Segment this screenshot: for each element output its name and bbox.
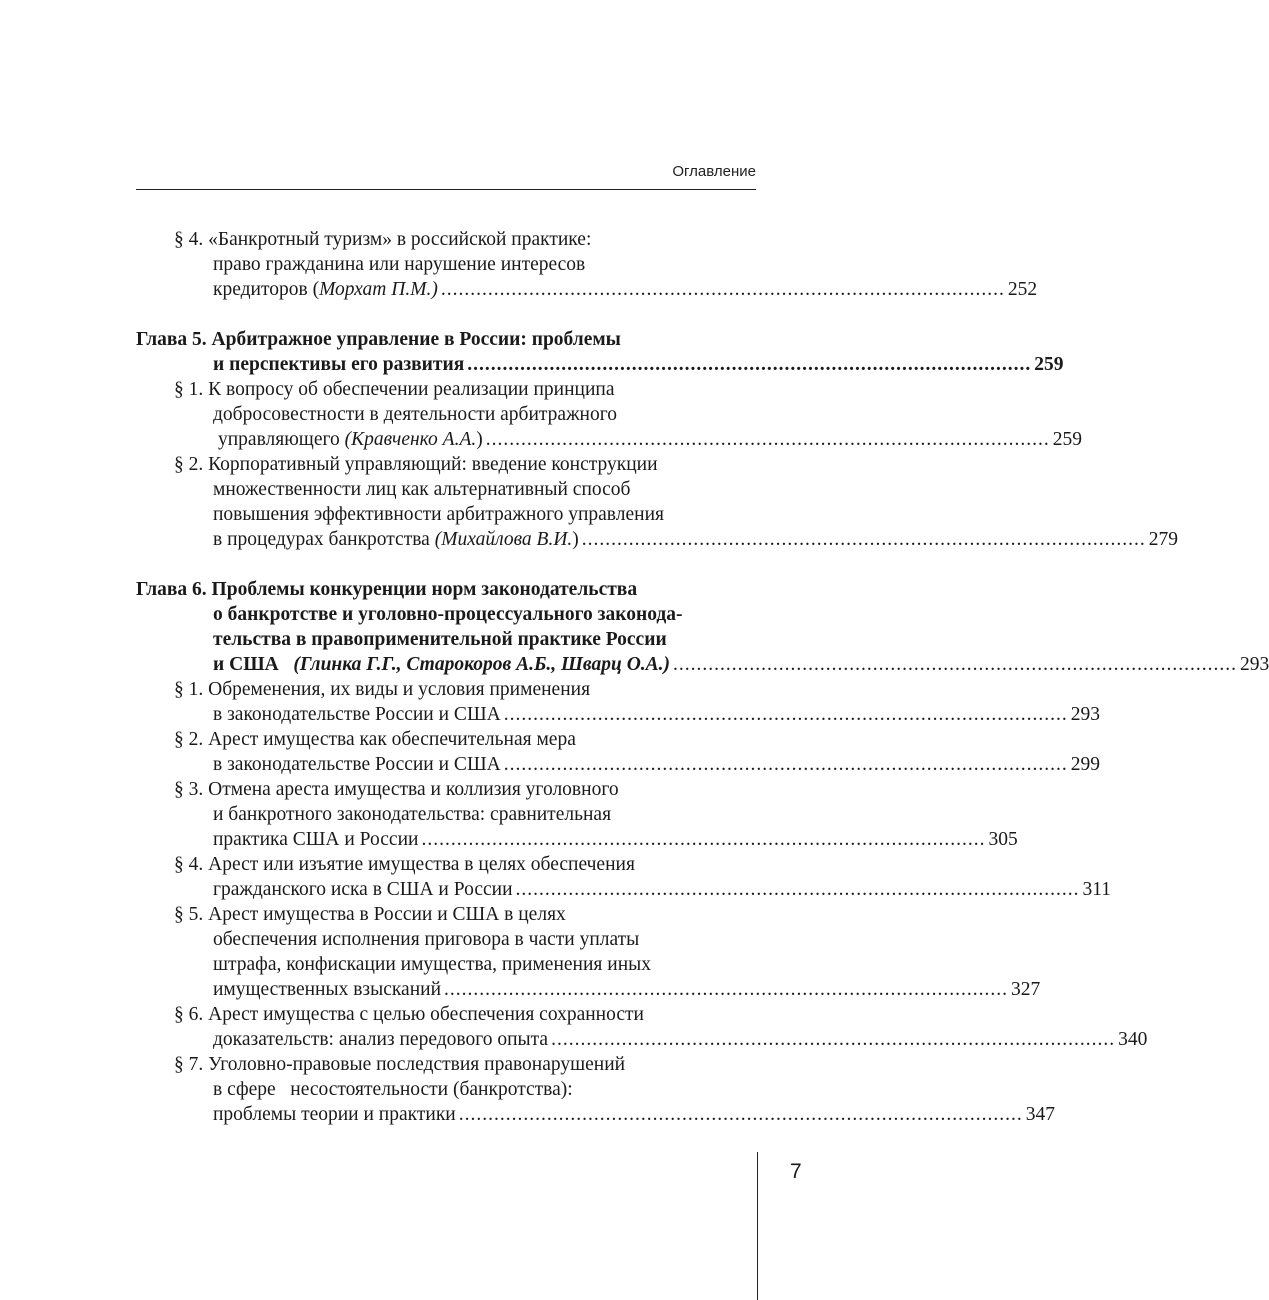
toc-entry-ch6-s5[interactable]: имущественных взысканий ................................................................................................ 327 — [213, 979, 1041, 1000]
toc-line: § 1. Обременения, их виды и условия применения — [174, 679, 591, 700]
page-ref: 293 — [1240, 654, 1269, 675]
toc-line: обеспечения исполнения приговора в части уплаты — [213, 929, 640, 950]
header-rule — [136, 189, 756, 190]
page-ref: 259 — [1034, 354, 1064, 375]
leader-dots: ................................................................................................ — [551, 1029, 1116, 1050]
leader-dots: ................................................................................................ — [673, 654, 1238, 675]
toc-line: добросовестности в деятельности арбитражного — [213, 404, 617, 425]
header-title: Оглавление — [672, 163, 756, 180]
toc-line: § 3. Отмена ареста имущества и коллизия уголовного — [174, 779, 619, 800]
page-ref: 252 — [1007, 279, 1038, 300]
leader-dots: ................................................................................................ — [581, 529, 1146, 550]
toc-line: о банкротстве и уголовно-процессуального законода- — [213, 604, 683, 625]
toc-line: повышения эффективности арбитражного управления — [213, 504, 664, 525]
toc-line: право гражданина или нарушение интересов — [213, 254, 586, 275]
page-ref: 299 — [1070, 754, 1100, 775]
page-ref: 293 — [1070, 704, 1100, 725]
toc-entry-ch6-s1[interactable]: в законодательстве России и США ................................................................................................ 293 — [213, 704, 1100, 725]
toc-entry-ch5-s2[interactable]: в процедурах банкротства (Михайлова В.И.) ................................................................................................ 279 — [213, 529, 1179, 550]
page-ref: 311 — [1082, 879, 1112, 900]
toc-line: и банкротного законодательства: сравнительная — [213, 804, 612, 825]
toc-entry-ch6-s7[interactable]: проблемы теории и практики ................................................................................................ 347 — [213, 1104, 1055, 1125]
toc-line: § 6. Арест имущества с целью обеспечения сохранности — [174, 1004, 644, 1025]
page-ref: 279 — [1148, 529, 1179, 550]
leader-dots: ................................................................................................ — [421, 829, 986, 850]
chapter-6-title: Глава 6. Проблемы конкуренции норм законодательства — [136, 579, 638, 600]
leader-dots: ................................................................................................ — [485, 429, 1050, 450]
toc-entry-ch5[interactable]: и перспективы его развития ................................................................................................ 259 — [213, 354, 1064, 375]
leader-dots: ................................................................................................ — [515, 879, 1080, 900]
toc-entry-ch6-s4[interactable]: гражданского иска в США и России ................................................................................................ 311 — [213, 879, 1112, 900]
toc-line: штрафа, конфискации имущества, применения иных — [213, 954, 651, 975]
toc-entry-ch5-s1[interactable]: управляющего (Кравченко А.А.) ................................................................................................ 259 — [218, 429, 1082, 450]
leader-dots: ................................................................................................ — [458, 1104, 1023, 1125]
toc-line: § 5. Арест имущества в России и США в целях — [174, 904, 566, 925]
leader-dots: ................................................................................................ — [467, 354, 1032, 375]
side-rule — [757, 1152, 758, 1300]
toc-line: множественности лиц как альтернативный способ — [213, 479, 631, 500]
leader-dots: ................................................................................................ — [444, 979, 1009, 1000]
leader-dots: ................................................................................................ — [503, 754, 1068, 775]
page-ref: 305 — [988, 829, 1018, 850]
page-ref: 327 — [1011, 979, 1041, 1000]
chapter-5-title: Глава 5. Арбитражное управление в России: проблемы — [136, 329, 621, 350]
toc-line: § 4. Арест или изъятие имущества в целях обеспечения — [174, 854, 635, 875]
toc-line: в сфере несостоятельности (банкротства): — [213, 1079, 573, 1100]
toc-entry-ch6-s2[interactable]: в законодательстве России и США ................................................................................................ 299 — [213, 754, 1100, 775]
toc-entry-ch6[interactable]: и США (Глинка Г.Г., Старокоров А.Б., Шварц О.А.) ................................................................................................ 293 — [213, 654, 1269, 675]
toc-entry-ch6-s3[interactable]: практика США и России ................................................................................................ 305 — [213, 829, 1018, 850]
toc-entry-s4-ch4[interactable]: кредиторов (Морхат П.М.) ................................................................................................ 252 — [213, 279, 1038, 300]
toc-line: § 4. «Банкротный туризм» в российской практике: — [174, 229, 592, 250]
toc-line: тельства в правоприменительной практике России — [213, 629, 667, 650]
leader-dots: ................................................................................................ — [440, 279, 1005, 300]
toc-entry-ch6-s6[interactable]: доказательств: анализ передового опыта ................................................................................................ 340 — [213, 1029, 1148, 1050]
toc-line: § 1. К вопросу об обеспечении реализации принципа — [174, 379, 615, 400]
page-ref: 340 — [1118, 1029, 1148, 1050]
toc-line: § 2. Корпоративный управляющий: введение конструкции — [174, 454, 658, 475]
toc-line: § 2. Арест имущества как обеспечительная мера — [174, 729, 576, 750]
page-ref: 259 — [1052, 429, 1082, 450]
leader-dots: ................................................................................................ — [503, 704, 1068, 725]
page-ref: 347 — [1025, 1104, 1055, 1125]
page-number: 7 — [790, 1160, 802, 1183]
toc-line: § 7. Уголовно-правовые последствия правонарушений — [174, 1054, 626, 1075]
